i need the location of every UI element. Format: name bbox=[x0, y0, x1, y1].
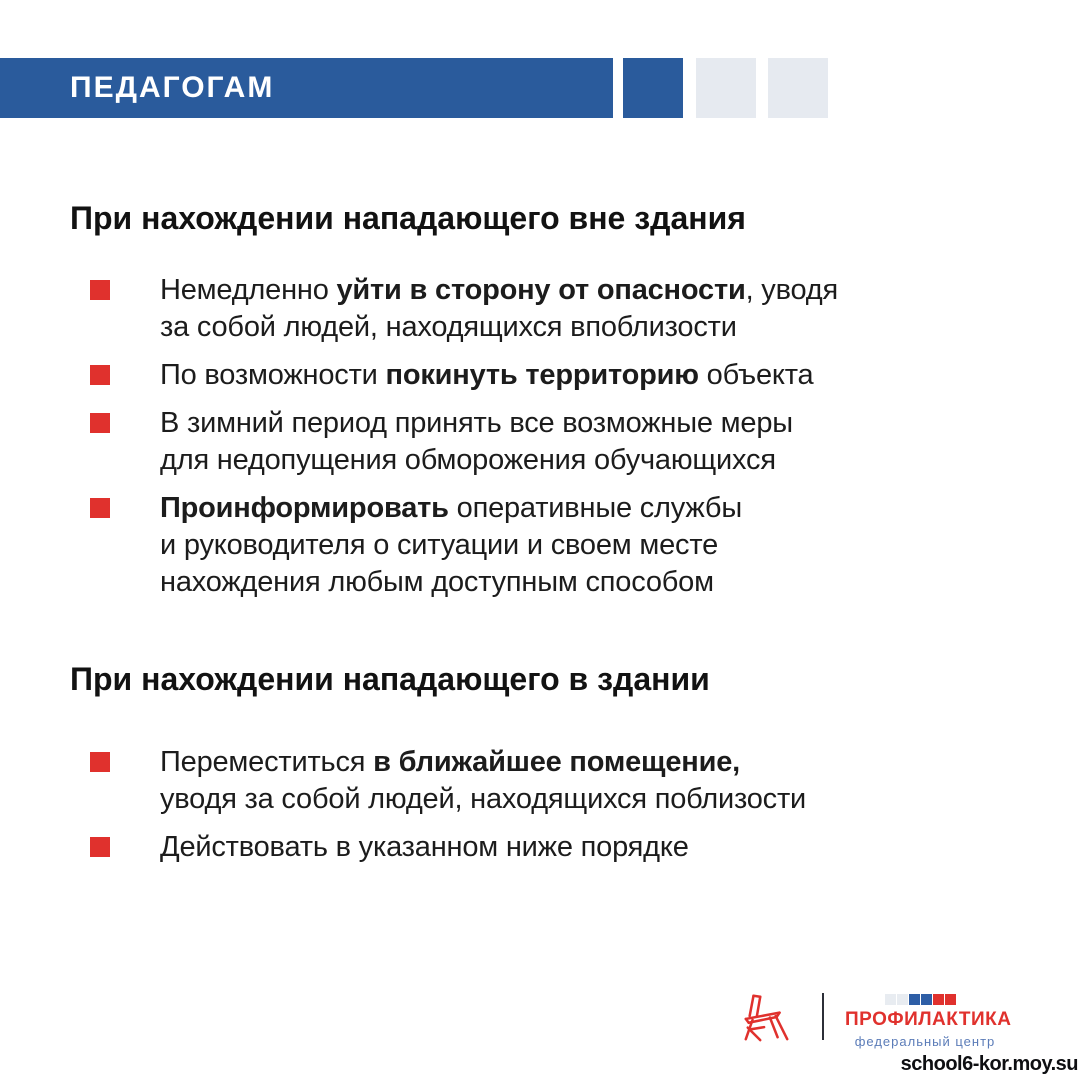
text-segment: Действовать в указанном ниже порядке bbox=[160, 831, 689, 863]
text-segment: , уводя bbox=[745, 274, 838, 306]
header-square-blue bbox=[623, 58, 683, 118]
section-2-list bbox=[90, 744, 806, 877]
bullet-square-icon bbox=[90, 498, 110, 518]
logo-square-blue-2 bbox=[921, 994, 932, 1005]
brand-block bbox=[845, 1009, 1012, 1049]
bullet-square-icon bbox=[90, 837, 110, 857]
list-item-text bbox=[160, 405, 793, 479]
bullet-square-icon bbox=[90, 752, 110, 772]
brand-name: ПРОФИЛАКТИКА bbox=[845, 1009, 1012, 1030]
list-item-text bbox=[160, 744, 806, 818]
logo-divider bbox=[822, 993, 824, 1040]
text-segment-bold: уйти в сторону от опасности bbox=[336, 274, 746, 306]
watermark: school6-kor.moy.su bbox=[900, 1053, 1078, 1075]
text-segment: за собой людей, находящихся впоблизости bbox=[160, 311, 737, 343]
text-segment: Переместиться bbox=[160, 746, 374, 778]
list-item-text bbox=[160, 829, 689, 866]
logo-square-white-1 bbox=[885, 994, 896, 1005]
list-item-text bbox=[160, 272, 838, 346]
header-square-gray-2 bbox=[768, 58, 828, 118]
section-1-list bbox=[90, 272, 838, 612]
bullet-square-icon bbox=[90, 413, 110, 433]
logo-square-blue-1 bbox=[909, 994, 920, 1005]
text-segment: нахождения любым доступным способом bbox=[160, 566, 714, 598]
text-segment: По возможности bbox=[160, 359, 386, 391]
text-segment: уводя за собой людей, находящихся поблизости bbox=[160, 783, 807, 815]
text-segment: и руководителя о ситуации и своем месте bbox=[160, 529, 718, 561]
text-segment: В зимний период принять все возможные меры bbox=[160, 407, 793, 439]
fallen-chair-icon bbox=[740, 990, 794, 1044]
list-item bbox=[90, 829, 806, 866]
text-segment-bold: покинуть территорию bbox=[385, 359, 699, 391]
text-segment: Немедленно bbox=[160, 274, 337, 306]
bullet-square-icon bbox=[90, 280, 110, 300]
text-segment: оперативные службы bbox=[448, 492, 742, 524]
bullet-square-icon bbox=[90, 365, 110, 385]
logo-square-red-1 bbox=[933, 994, 944, 1005]
text-segment-bold: Проинформировать bbox=[160, 492, 449, 524]
text-segment: для недопущения обморожения обучающихся bbox=[160, 444, 776, 476]
section-1-heading: При нахождении нападающего вне здания bbox=[70, 200, 746, 236]
list-item-text bbox=[160, 490, 742, 601]
list-item-text bbox=[160, 357, 813, 394]
section-2-heading: При нахождении нападающего в здании bbox=[70, 661, 710, 697]
brand-subtitle: федеральный центр bbox=[854, 1034, 996, 1049]
list-item bbox=[90, 744, 806, 818]
page-title: ПЕДАГОГАМ bbox=[70, 71, 275, 104]
logo-squares bbox=[885, 994, 956, 1005]
text-segment: объекта bbox=[698, 359, 814, 391]
list-item bbox=[90, 405, 838, 479]
logo-square-red-2 bbox=[945, 994, 956, 1005]
header-band bbox=[0, 58, 613, 118]
list-item bbox=[90, 490, 838, 601]
logo-square-white-2 bbox=[897, 994, 908, 1005]
list-item bbox=[90, 357, 838, 394]
header-square-gray-1 bbox=[696, 58, 756, 118]
text-segment-bold: в ближайшее помещение, bbox=[373, 746, 740, 778]
list-item bbox=[90, 272, 838, 346]
